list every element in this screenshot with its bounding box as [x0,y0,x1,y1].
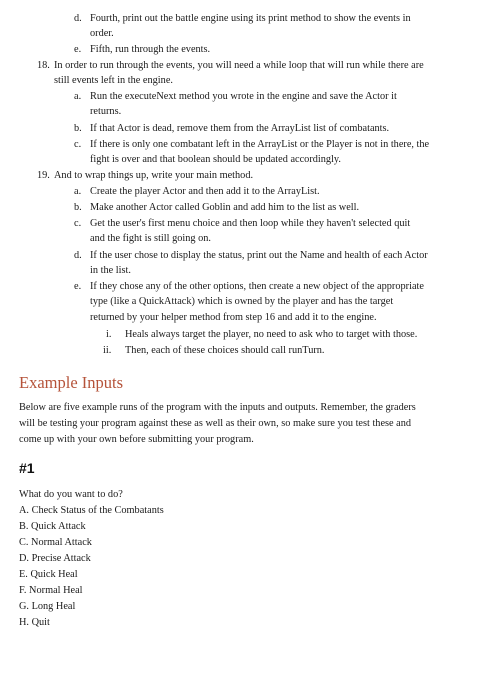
step-text-line: If they chose any of the other options, then create a new object of the appropriate [90,281,424,292]
step-text-line: still events left in the engine. [54,75,173,86]
step-marker: c. [74,218,82,229]
paragraph-line: will be testing your program against these as well as their own, so make sure you test these and [19,418,412,429]
step-marker: a. [74,186,82,197]
step-text-line: If the user chose to display the status, print out the Name and health of each Actor [90,250,428,261]
menu-option: G. Long Heal [19,601,76,612]
step-marker: b. [74,202,82,213]
step-marker: 19. [37,170,50,181]
step-text-line: returns. [90,106,122,117]
step-text-line: Run the executeNext method you wrote in the engine and save the Actor it [90,91,397,102]
step-text-line: in the list. [90,265,131,276]
step-marker: e. [74,281,82,292]
step-marker: i. [106,329,112,340]
menu-option: H. Quit [19,617,50,628]
step-text-line: and the fight is still going on. [90,233,211,244]
step-text-line: Get the user's first menu choice and then loop while they haven't selected quit [90,218,411,229]
menu-option: F. Normal Heal [19,585,83,596]
step-marker: b. [74,123,82,134]
step-text-line: And to wrap things up, write your main method. [54,170,254,181]
menu-option: A. Check Status of the Combatants [19,505,164,516]
step-text-line: type (like a QuickAttack) which is owned by the player and has the target [90,296,394,307]
step-text-line: Then, each of these choices should call runTurn. [125,345,325,356]
step-text-line: In order to run through the events, you will need a while loop that will run while there are [54,60,424,71]
step-text-line: order. [90,28,114,39]
paragraph-line: come up with your own before submitting your program. [19,434,254,445]
step-text-line: Fourth, print out the battle engine using its print method to show the events in [90,13,411,24]
example-title: #1 [19,460,35,476]
step-text-line: Heals always target the player, no need to ask who to target with those. [125,329,418,340]
step-marker: d. [74,13,82,24]
step-text-line: Fifth, run through the events. [90,44,211,55]
step-marker: ii. [103,345,112,356]
menu-option: E. Quick Heal [19,569,78,580]
paragraph-line: Below are five example runs of the program with the inputs and outputs. Remember, the graders [19,402,416,413]
step-text-line: Make another Actor called Goblin and add him to the list as well. [90,202,360,213]
step-text-line: Create the player Actor and then add it to the ArrayList. [90,186,320,197]
menu-option: C. Normal Attack [19,537,92,548]
step-marker: e. [74,44,82,55]
menu-option: D. Precise Attack [19,553,91,564]
section-heading: Example Inputs [19,373,124,392]
step-marker: a. [74,91,82,102]
step-marker: d. [74,250,82,261]
step-text-line: If there is only one combatant left in the ArrayList or the Player is not in there, the [90,139,430,150]
menu-prompt: What do you want to do? [19,489,123,500]
step-text-line: fight is over and that boolean should be updated accordingly. [90,154,341,165]
step-marker: c. [74,139,82,150]
step-marker: 18. [37,60,50,71]
step-text-line: returned by your helper method from step 16 and add it to the engine. [90,312,377,323]
menu-option: B. Quick Attack [19,521,86,532]
step-text-line: If that Actor is dead, remove them from the ArrayList list of combatants. [90,123,390,134]
